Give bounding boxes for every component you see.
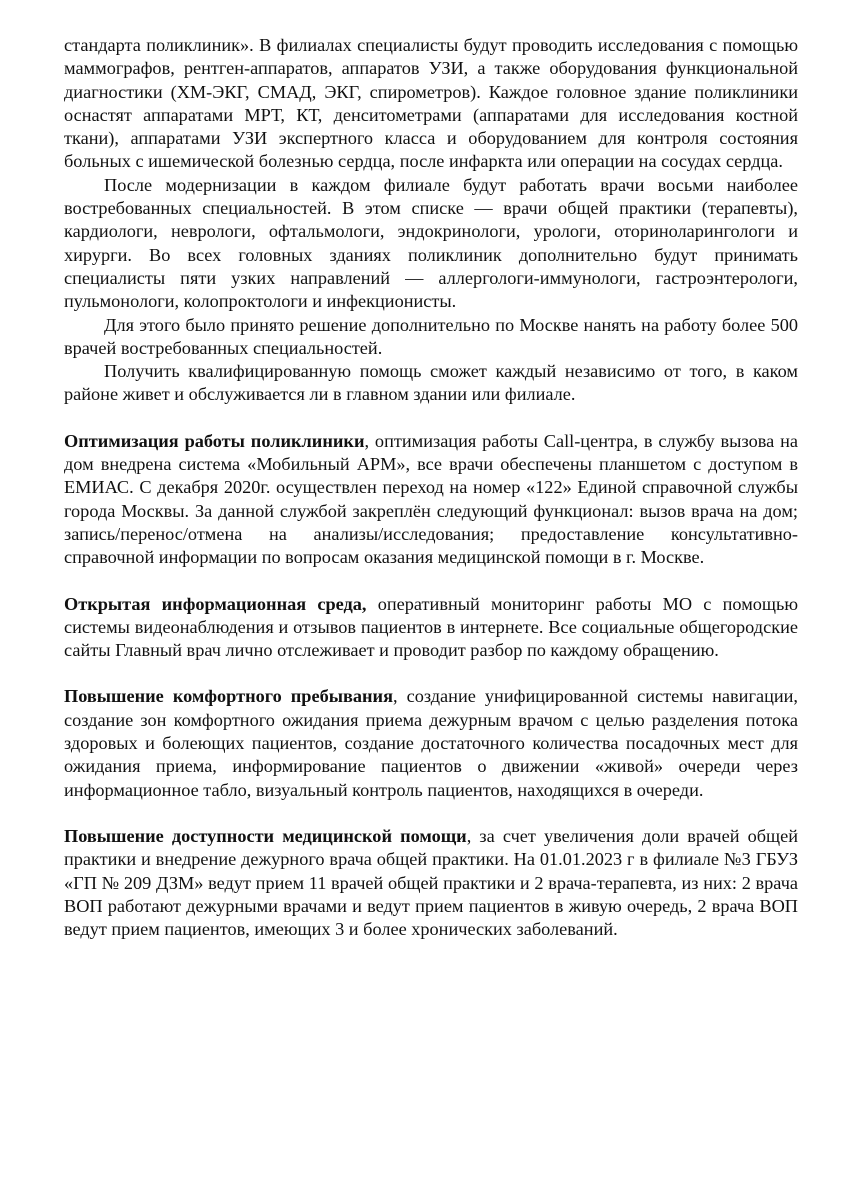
paragraph-text: Для этого было принято решение дополнительно по Москве нанять на работу более 500 врачей востребованных специальностей. bbox=[64, 314, 798, 358]
document-page bbox=[64, 34, 798, 941]
section-heading: Повышение доступности медицинской помощи bbox=[64, 825, 467, 846]
section-text: , за счет увеличения доли врачей общей практики и внедрение дежурного врача общей практики. На 01.01.2023 г в филиале №3 ГБУЗ «ГП № 209 ДЗМ» ведут прием 11 врачей общей практики и 2 врача-терапевта, из них: 2 врача ВОП работают дежурными врачами и ведут прием пациентов в живую очередь, 2 врача ВОП ведут прием пациентов, имеющих 3 и более хронических заболеваний. bbox=[64, 825, 798, 940]
section-accessibility bbox=[64, 825, 798, 941]
section-open-info bbox=[64, 593, 798, 663]
section-heading: Повышение комфортного пребывания bbox=[64, 686, 393, 707]
section-comfort bbox=[64, 685, 798, 801]
section-text: , оптимизация работы Call-центра, в службу вызова на дом внедрена система «Мобильный АРМ», все врачи обеспечены планшетом с доступом в ЕМИАС. С декабря 2020г. осуществлен переход на номер «122» Единой справочной службы города Москвы. За данной службой закреплён следующий функционал: вызов врача на дом; запись/перенос/отмена на анализы/исследования; предоставление консультативно-справочной информации по вопросам оказания медицинской помощи в г. Москве. bbox=[64, 430, 798, 568]
paragraph-text: После модернизации в каждом филиале будут работать врачи восьми наиболее востребованных специальностей. В этом списке — врачи общей практики (терапевты), кардиологи, неврологи, офтальмологи, эндокринологи, урологи, оториноларингологи и хирурги. Во всех головных зданиях поликлиник дополнительно будут принимать специалисты пяти узких направлений — аллергологи-иммунологи, гастроэнтерологи, пульмонологи, колопроктологи и инфекционисты. bbox=[64, 174, 798, 312]
section-optimization bbox=[64, 430, 798, 570]
paragraph-text: Получить квалифицированную помощь сможет каждый независимо от того, в каком районе живет и обслуживается ли в главном здании или филиале. bbox=[64, 361, 798, 405]
section-text: оперативный мониторинг работы МО с помощью системы видеонаблюдения и отзывов пациентов в интернете. Все социальные общегородские сайты Главный врач лично отслеживает и проводит разбор по каждому обращению. bbox=[64, 593, 798, 661]
paragraph-specialists bbox=[64, 174, 798, 314]
paragraph-equipment bbox=[64, 34, 798, 174]
section-text: , создание унифицированной системы навигации, создание зон комфортного ожидания приема дежурным врачом с целью разделения потока здоровых и болеющих пациентов, создание достаточного количества посадочных мест для ожидания приема, информирование пациентов о движении «живой» очереди через информационное табло, визуальный контроль пациентов, находящихся в очереди. bbox=[64, 686, 798, 800]
paragraph-hiring bbox=[64, 314, 798, 361]
section-heading: Оптимизация работы поликлиники bbox=[64, 430, 365, 451]
paragraph-access bbox=[64, 360, 798, 407]
paragraph-text: стандарта поликлиник». В филиалах специалисты будут проводить исследования с помощью маммографов, рентген-аппаратов, аппаратов УЗИ, а также оборудования функциональной диагностики (ХМ-ЭКГ, СМАД, ЭКГ, спирометров). Каждое головное здание поликлиники оснастят аппаратами МРТ, КТ, денситометрами (аппаратами для исследования костной ткани), аппаратами УЗИ экспертного класса и оборудованием для контроля состояния больных с ишемической болезнью сердца, после инфаркта или операции на сосудах сердца. bbox=[64, 35, 798, 172]
section-heading: Открытая информационная среда, bbox=[64, 593, 367, 614]
